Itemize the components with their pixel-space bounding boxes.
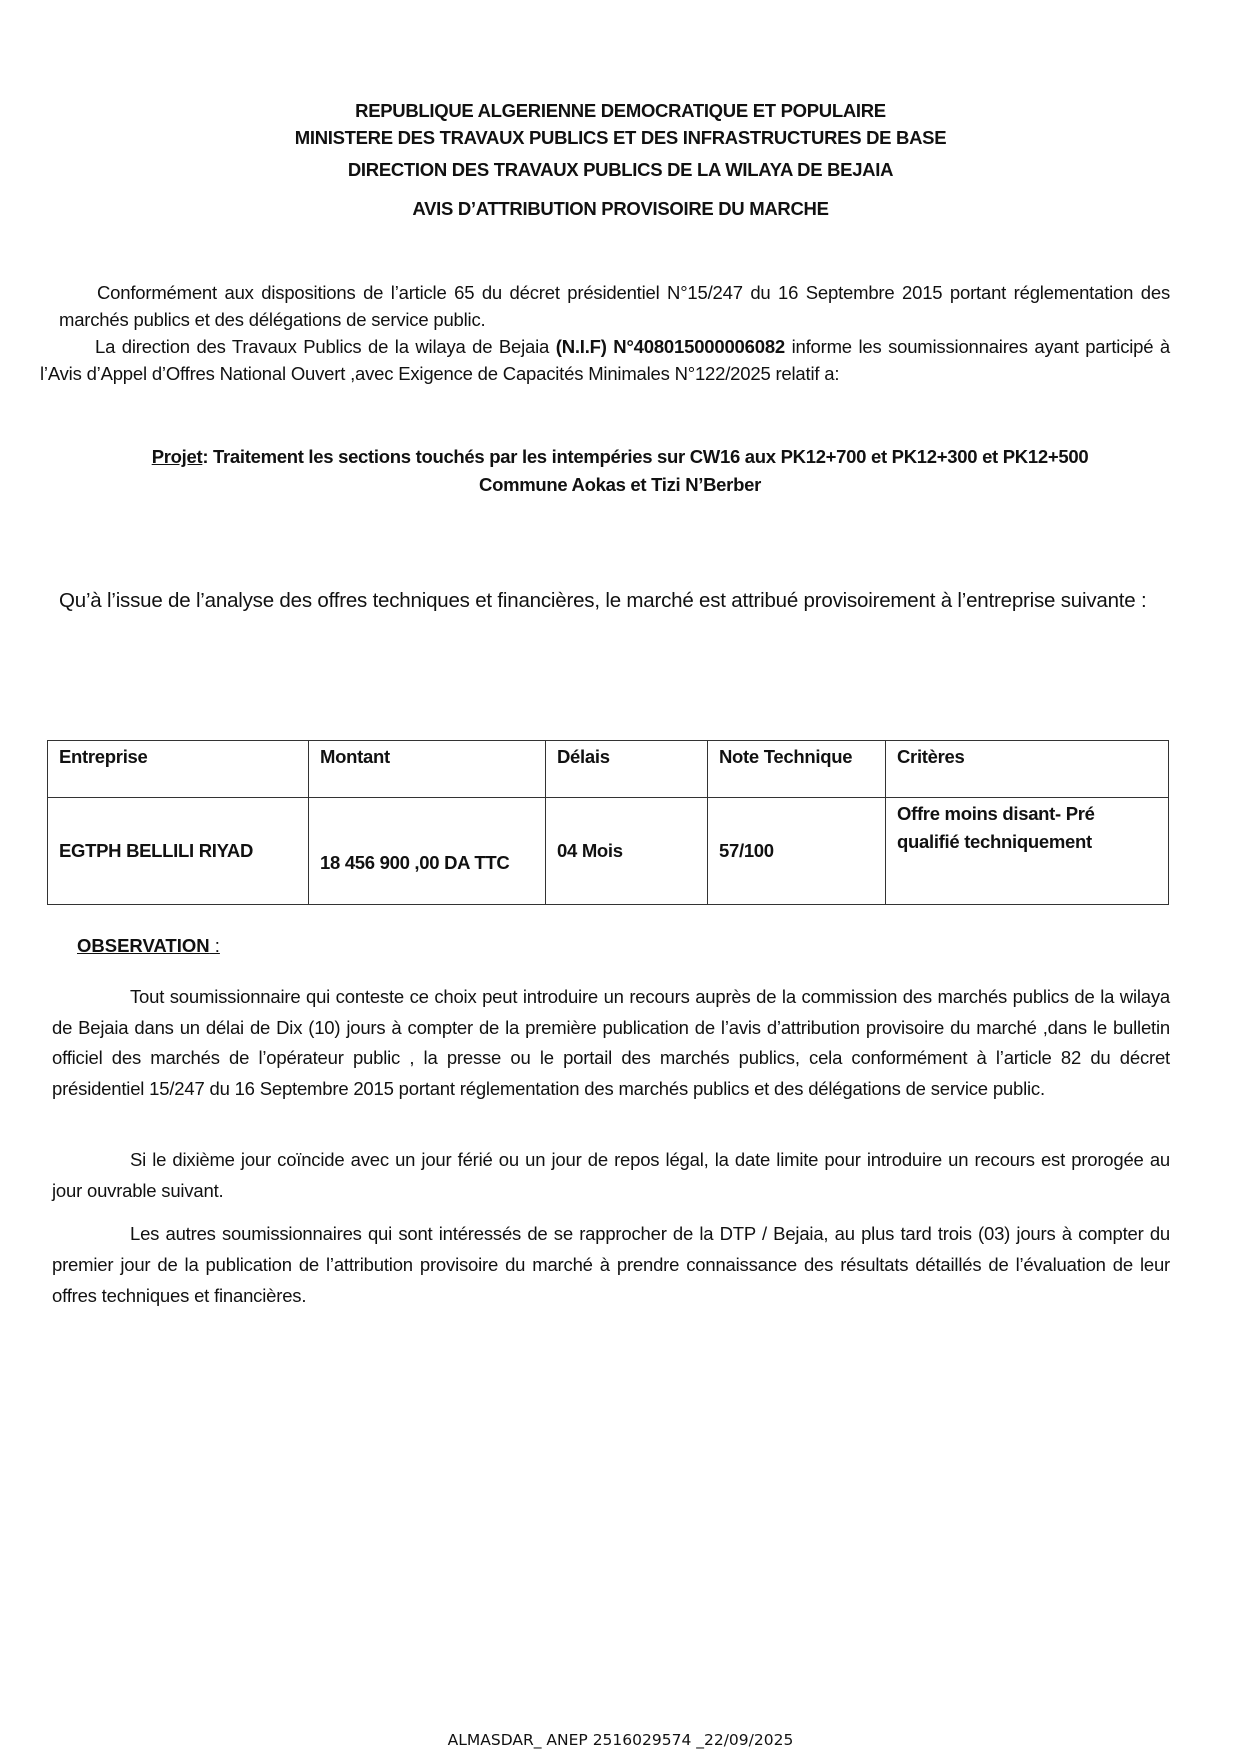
intro-text-after: informe les soumissionnaires ayant participé à l’Avis d’Appel d’Offres National Ouvert ,avec Exigence de Capacités Minimales N°122/2025 relatif a: [40,336,1171,384]
cell-montant: 18 456 900 ,00 DA TTC [309,798,546,905]
header-direction: DIRECTION DES TRAVAUX PUBLICS DE LA WILAYA DE BEJAIA [347,159,894,180]
header-delais: Délais [546,741,708,798]
header-criteres: Critères [886,741,1169,798]
intro-paragraph-2 [40,333,1170,387]
cell-delais: 04 Mois [546,798,708,905]
nif-number: (N.I.F) N°408015000006082 [555,336,786,357]
award-statement: Qu’à l’issue de l’analyse des offres techniques et financières, le marché est attribué provisoirement à l’entreprise suivante : [59,589,1147,612]
observation-paragraph-2: Si le dixième jour coïncide avec un jour férié ou un jour de repos légal, la date limite pour introduire un recours est prorogée au jour ouvrable suivant. [52,1149,1170,1201]
header-montant: Montant [309,741,546,798]
project-text: : Traitement les sections touchés par les intempéries sur CW16 aux PK12+700 et PK12+300 et PK12+500 [202,446,1089,467]
project-label: Projet [151,446,203,467]
cell-criteres: Offre moins disant- Pré qualifié techniquement [886,798,1169,905]
project-commune: Commune Aokas et Tizi N’Berber [479,474,761,495]
table-row [48,798,1169,905]
award-table [47,740,1169,905]
header-note-technique: Note Technique [708,741,886,798]
footer-reference: ALMASDAR_ ANEP 2516029574 _22/09/2025 [447,1731,794,1749]
observation-paragraph-3: Les autres soumissionnaires qui sont intéressés de se rapprocher de la DTP / Bejaia, au plus tard trois (03) jours à compter du premier jour de la publication de l’attribution provisoire du marché à prendre connaissance des résultats détaillés de l’évaluation de leur offres techniques et financières. [52,1223,1170,1306]
observation-heading [77,935,220,957]
document-title: AVIS D’ATTRIBUTION PROVISOIRE DU MARCHE [412,198,829,219]
observation-label: OBSERVATION [77,935,210,956]
header-republic: REPUBLIQUE ALGERIENNE DEMOCRATIQUE ET POPULAIRE [355,100,886,121]
observation-colon: : [209,935,220,956]
cell-note: 57/100 [708,798,886,905]
cell-entreprise: EGTPH BELLILI RIYAD [48,798,309,905]
intro-text-before: La direction des Travaux Publics de la wilaya de Bejaia [95,336,556,357]
header-ministry: MINISTERE DES TRAVAUX PUBLICS ET DES INFRASTRUCTURES DE BASE [294,127,947,148]
observation-paragraph-1: Tout soumissionnaire qui conteste ce choix peut introduire un recours auprès de la commission des marchés publics de la wilaya de Bejaia dans un délai de Dix (10) jours à compter de la première publication de l’avis d’attribution provisoire du marché ,dans le bulletin officiel des marchés de l’opérateur public , la presse ou le portail des marchés publics, cela conformément à l’article 82 du décret présidentiel 15/247 du 16 Septembre 2015 portant réglementation des marchés publics et des délégations de service public. [52,986,1170,1099]
intro-paragraph-1: Conformément aux dispositions de l’article 65 du décret présidentiel N°15/247 du 16 Septembre 2015 portant réglementation des marchés publics et des délégations de service public. [59,282,1170,330]
table-header-row [48,741,1169,798]
header-entreprise: Entreprise [48,741,309,798]
project-title [60,443,1180,471]
